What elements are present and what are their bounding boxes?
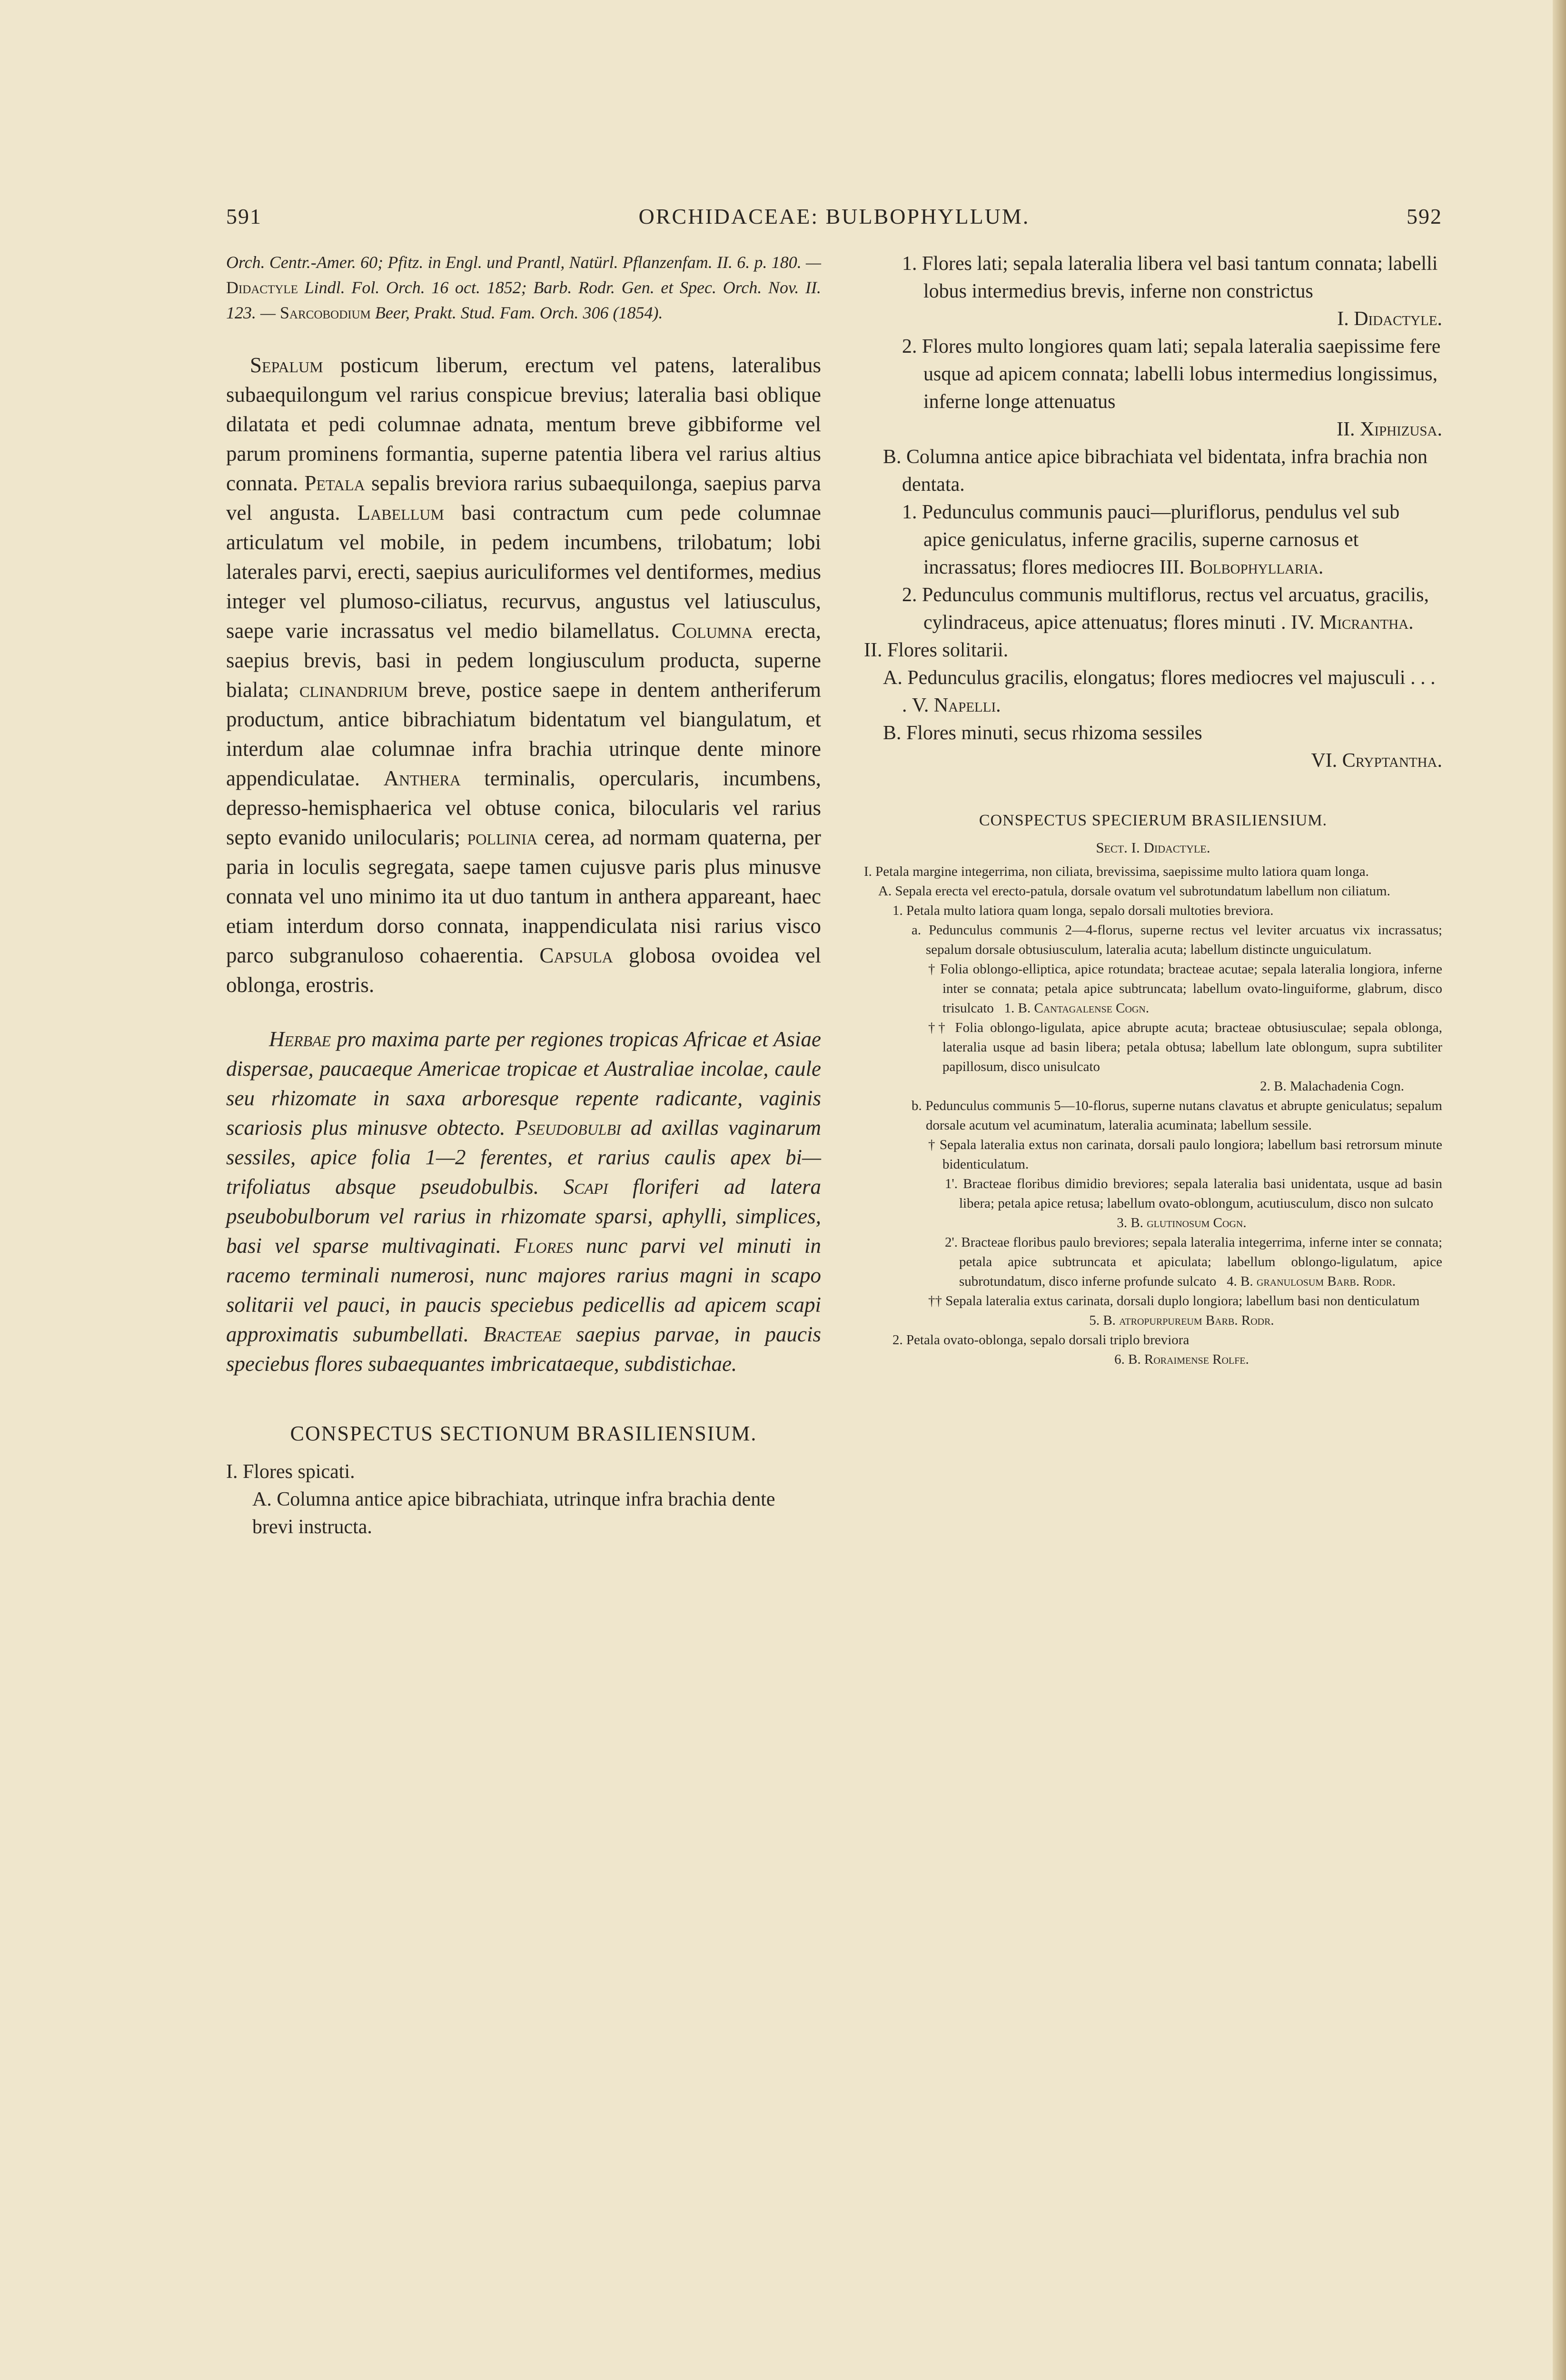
term: Columna [671,619,753,643]
term: Sepalum [250,353,323,377]
species-key-entry [864,1233,1442,1291]
species-name [864,1350,1442,1369]
species-name-text: 6. B. Roraimense Rolfe. [1114,1352,1249,1367]
term: Capsula [539,943,613,967]
desc-text: saepius parvae, in paucis speciebus flores subaequantes imbricataeque, subdistichae. [226,1322,821,1376]
species-key-entry: †† Sepala lateralia extus carinata, dorsali duplo longiora; labellum basi non denticulatum [928,1293,1420,1309]
key-entry [864,581,1442,636]
species-name: 1. B. Cantagalense Cogn. [1004,1001,1150,1016]
key-entry [864,664,1442,719]
ref-synonym: Didactyle [226,278,298,297]
species-key-entry: A. Sepala erecta vel erecto-patula, dorsale ovatum vel subrotundatum labellum non ciliatum. [878,883,1390,899]
conspectus-specierum-title: CONSPECTUS SPECIERUM BRASILIENSIUM. [979,812,1328,829]
key-section-name: II. Xiphizusa. [1337,418,1442,440]
desc-text: terminalis, opercularis, incumbens, depresso-hemisphaerica vel obtuse conica, bilocularis vel rarius septo evanido unilocularis; [226,766,821,849]
species-key-entry: I. Petala margine integerrima, non ciliata, brevissima, saepissime multo latiora quam longa. [864,864,1369,879]
key-entry: 1. Flores lati; sepala lateralia libera vel basi tantum connata; labelli lobus intermedius brevis, inferne non constrictus [902,253,1438,302]
section-heading: Sect. I. Didactyle. [1096,839,1210,856]
key-section-name: V. Napelli. [912,694,1001,716]
desc-text: posticum liberum, erectum vel patens, lateralibus subaequilongum vel rarius conspicue brevius; lateralia basi oblique dilatata et pedi columnae adnata, mentum breve gibbiforme vel parum prominens formantia, superne patentia libera vel rarius altius connata. [226,353,821,495]
term: Herbae [269,1027,331,1051]
ref-synonym: Sarcobodium [280,303,371,322]
species-name: 4. B. granulosum Barb. Rodr. [1227,1274,1396,1289]
species-name [864,1213,1442,1233]
key-entry: B. Flores minuti, secus rhizoma sessiles [883,722,1202,744]
term: Pseudobulbi [515,1116,621,1140]
right-column [864,250,1442,1369]
term: Bracteae [483,1322,562,1346]
key-entry: I. Flores spicati. [226,1461,355,1483]
ref-text: Beer, Prakt. Stud. Fam. Orch. 306 (1854). [370,303,663,322]
ref-text: Lindl. Fol. Orch. 16 oct. 1852; Barb. Rodr. Gen. et Spec. Orch. Nov. II. 123. — [226,278,821,322]
term: Labellum [357,501,444,525]
term: Anthera [383,766,461,790]
key-text: 1. Pedunculus communis pauci—pluriflorus, pendulus vel sub apice geniculatus, inferne gracilis, superne carnosus et incrassatus; flores mediocres [902,501,1400,578]
desc-text: nunc parvi vel minuti in racemo terminali numerosi, nunc majores rarius magni in scapo solitarii vel pauci, in paucis speciebus pedicellis ad apicem scapi approximatis subumbellati. [226,1234,821,1346]
key-entry [864,498,1442,581]
species-name: 2. B. Malachadenia Cogn. [1260,1079,1404,1094]
desc-text: basi contractum cum pede columnae articulatum vel mobile, in pedem incumbens, trilobatum; lobi laterales parvi, erecti, saepius auriculiformes vel dentiformes, medius integer vel plumoso-ciliatus, recurvus, angustus vel latiusculus, saepe varie incrassatus vel medio bilamellatus. [226,501,822,643]
key-text: A. Pedunculus gracilis, elongatus; flores mediocres vel majusculi . . . . [883,667,1436,716]
genus-description [226,350,821,1000]
term: clinandrium [299,678,408,702]
species-name-text: 5. B. atropurpureum Barb. Rodr. [1089,1313,1274,1328]
desc-text: ad axillas vaginarum sessiles, apice folia 1—2 ferentes, et rarius caulis apex bi—trifoliatus absque pseudobulbis. [226,1116,822,1199]
term: Flores [514,1234,573,1258]
desc-text: pro maxima parte per regiones tropicas Africae et Asiae dispersae, paucaeque Americae tropicae et Australiae incolae, caule seu rhizomate in saxa arboresque repente radicante, vaginis scariosis plus minusve obtecto. [226,1027,821,1140]
key-section-name: IV. Micrantha. [1291,612,1414,634]
key-entry: 2. Flores multo longiores quam lati; sepala lateralia saepissime fere usque ad apicem connata; labelli lobus intermedius longissimus, inferne longe attenuatus [902,336,1441,413]
desc-text: erecta, saepius brevis, basi in pedem longiusculum producta, superne bialata; [226,619,821,702]
key-text: † Folia oblongo-elliptica, apice rotundata; bracteae acutae; sepala lateralia longiora, inferne inter se connata; petala apice subtruncata; labellum ovato-linguiforme, glabrum, disco trisulcato [928,962,1442,1016]
species-key-entry: † Sepala lateralia extus non carinata, dorsali paulo longiora; labellum basi retrorsum minute bidenticulatum. [928,1137,1442,1172]
desc-text: globosa ovoidea vel oblonga, erostris. [226,943,821,997]
key-text: 2'. Bracteae floribus paulo breviores; sepala lateralia integerrima, inferne inter se connata; petala apice subtruncata et apiculata; labellum oblongo-ligulatum, apice subrotundatum, disco inferne profunde sulcato [945,1235,1442,1289]
species-key-entry: †† Folia oblongo-ligulata, apice abrupte acuta; bracteae obtusiusculae; sepala oblonga, lateralia usque ad basin libera; petala obtusa; labellum late oblongum, supra subtiliter papillosum, disco unisulcato [928,1020,1442,1074]
species-name [864,1311,1442,1330]
page-number-left: 591 [226,204,262,228]
term: Petala [304,471,365,495]
species-key-entry [864,960,1442,1018]
term: Scapi [563,1175,608,1199]
key-entry: B. Columna antice apice bibrachiata vel bidentata, infra brachia non dentata. [883,446,1428,496]
species-name-text: 3. B. glutinosum Cogn. [1117,1215,1247,1230]
key-text: 2. Pedunculus communis multiflorus, rectus vel arcuatus, gracilis, cylindraceus, apice attenuatus; flores minuti . [902,584,1429,634]
key-entry: A. Columna antice apice bibrachiata, utrinque infra brachia dente brevi instructa. [252,1488,775,1538]
key-section-name: I. Didactyle. [1337,308,1442,330]
desc-text: breve, postice saepe in dentem antheriferum productum, antice bibrachiatum bidentatum vel biangulatum, et interdum alae columnae infra brachia utrinque dente minore appendiculatae. [226,678,821,790]
page-edge-shadow [1553,0,1566,2380]
species-key-entry: 1'. Bracteae floribus dimidio breviores; sepala lateralia basi unidentata, usque ad basin libera; petala apice retusa; labellum ovato-oblongum, acutiusculum, disco non sulcato [945,1176,1442,1211]
species-key-entry: 2. Petala ovato-oblonga, sepalo dorsali triplo breviora [892,1332,1189,1348]
term: pollinia [467,825,538,849]
desc-text: floriferi ad latera pseubobulborum vel rarius in rhizomate sparsi, aphylli, simplices, basi vel sparse multivaginati. [226,1175,821,1258]
key-section-name: VI. Cryptantha. [1311,750,1442,772]
running-title: ORCHIDACEAE: BULBOPHYLLUM. [638,204,1030,228]
conspectus-sectionum-title: CONSPECTUS SECTIONUM BRASILIENSIUM. [290,1422,757,1445]
species-key-entry: 1. Petala multo latiora quam longa, sepalo dorsali multoties breviora. [892,903,1274,918]
desc-text: cerea, ad normam quaterna, per paria in loculis segregata, saepe tamen cujusve paris plus minusve connata vel uno minimo ita ut duo tantum in anthera appareant, haec etiam interdum dorso connata, inappendiculata nisi rarius visco parco subgranuloso cohaerentia. [226,825,821,967]
key-entry: II. Flores solitarii. [864,639,1009,661]
page-number-right: 592 [1407,204,1442,228]
running-header [226,204,1442,237]
species-key-entry: a. Pedunculus communis 2—4-florus, superne rectus vel leviter arcuatus vix incrassatus; sepalum dorsale obtusiusculum, lateralia acuta; labellum distincte unguiculatum. [912,922,1442,957]
ref-text: Orch. Centr.-Amer. 60; Pfitz. in Engl. und Prantl, Natürl. Pflanzenfam. II. 6. p. 180. — [226,253,821,272]
genus-references [226,250,821,326]
left-column [226,250,821,1541]
species-key-entry: b. Pedunculus communis 5—10-florus, superne nutans clavatus et abrupte geniculatus; sepalum dorsale acutum vel acuminatum, lateralia acuminata; labellum sessile. [912,1098,1442,1133]
desc-text: sepalis breviora rarius subaequilonga, saepius parva vel angusta. [226,471,821,525]
habitat-paragraph [226,1024,821,1378]
key-section-name: III. Bolbophyllaria. [1159,556,1324,578]
